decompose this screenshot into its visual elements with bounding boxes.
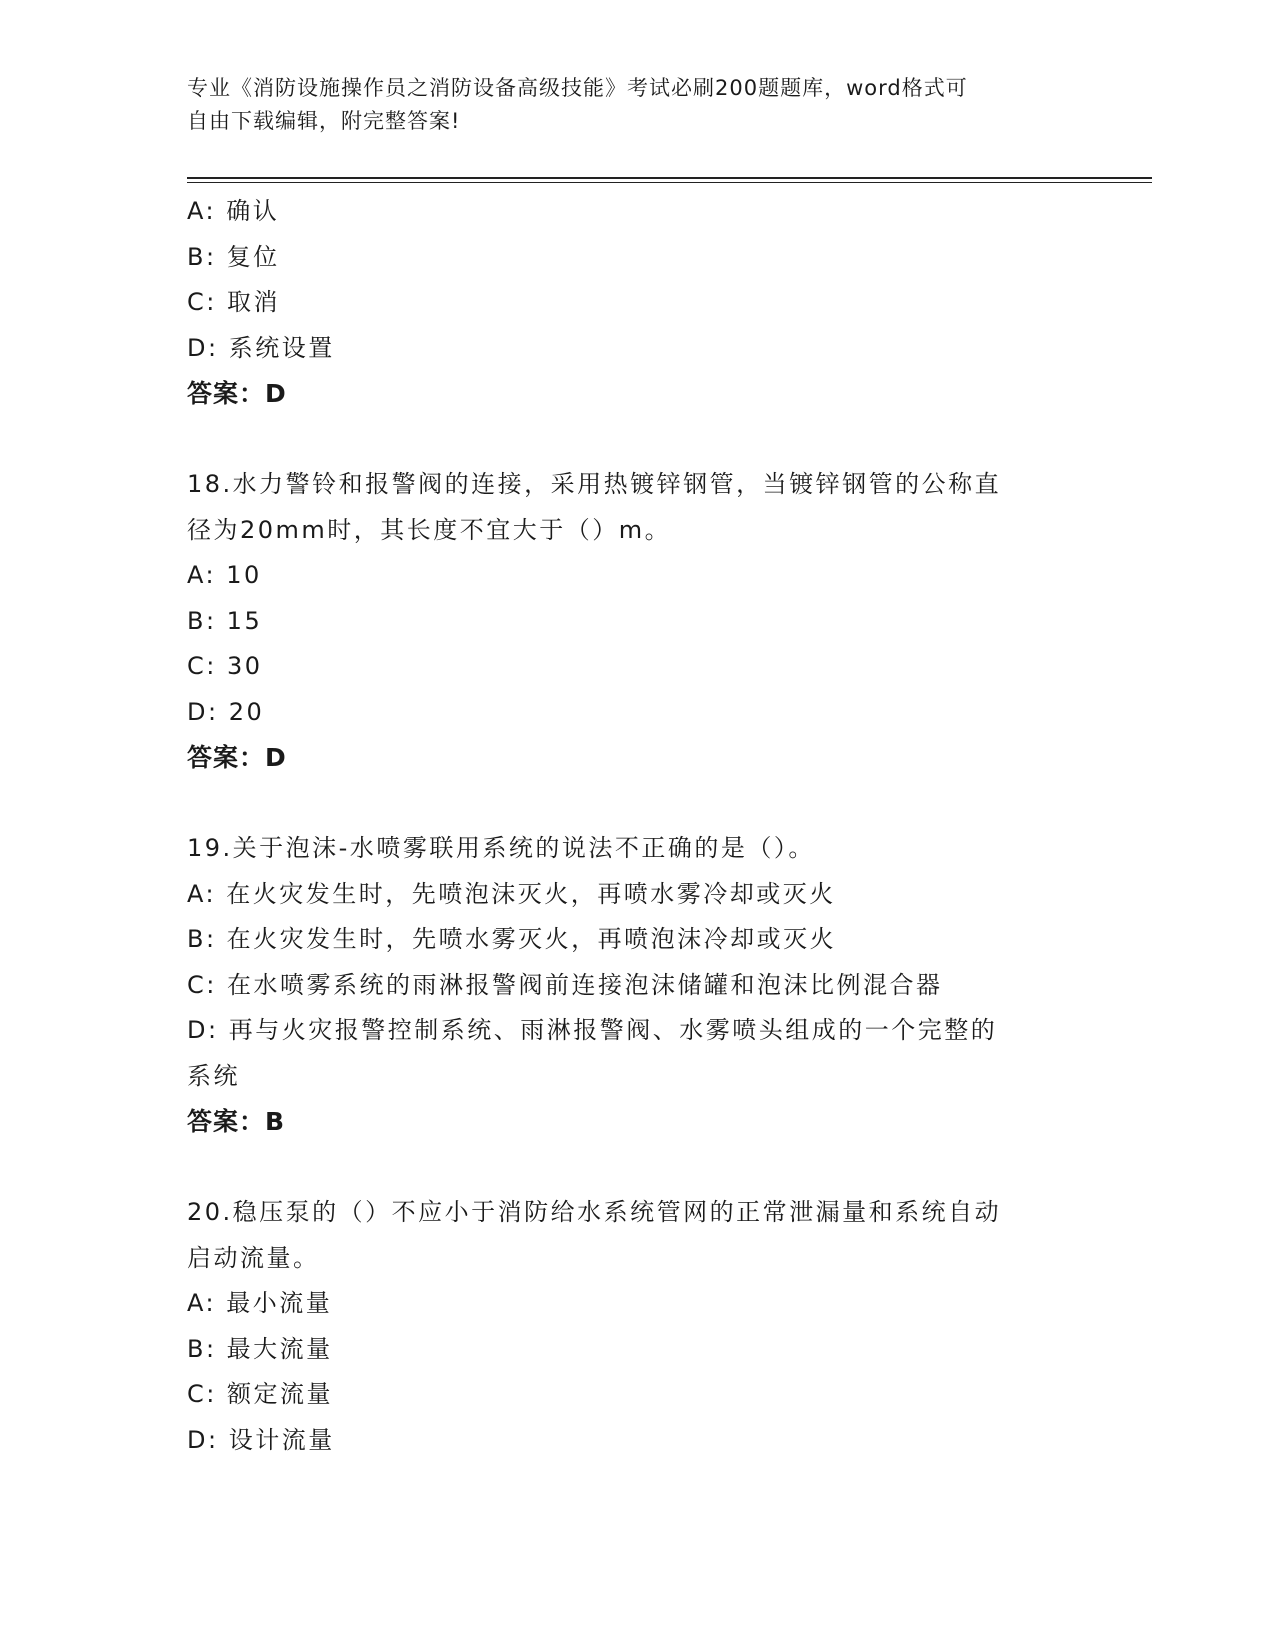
question-20 — [187, 1190, 1087, 1463]
option-a: A: 在火灾发生时，先喷泡沫灭火，再喷水雾冷却或灭火 — [187, 879, 836, 908]
document-header — [187, 72, 1067, 138]
question-text-line-1: 19.关于泡沫-水喷雾联用系统的说法不正确的是（）。 — [187, 834, 815, 862]
option-c: C: 在水喷雾系统的雨淋报警阀前连接泡沫储罐和泡沫比例混合器 — [187, 970, 943, 999]
question-spacer — [187, 781, 1087, 827]
option-a: A: 最小流量 — [187, 1289, 333, 1317]
header-divider-thick — [187, 177, 1152, 179]
question-19 — [187, 826, 1087, 1145]
header-divider-thin — [187, 182, 1152, 183]
option-d: D: 系统设置 — [187, 333, 335, 362]
question-17 — [187, 189, 1087, 417]
option-d: D: 20 — [187, 697, 265, 726]
answer-label: 答案：D — [187, 379, 287, 408]
option-b: B: 在火灾发生时，先喷水雾灭火，再喷泡沫冷却或灭火 — [187, 925, 837, 953]
question-text-line-2: 启动流量。 — [187, 1243, 320, 1272]
question-text-line-1: 18.水力警铃和报警阀的连接，采用热镀锌钢管，当镀锌钢管的公称直 — [187, 470, 1002, 498]
question-spacer — [187, 1145, 1087, 1191]
option-b: B: 15 — [187, 606, 263, 635]
option-a: A: 确认 — [187, 197, 280, 225]
option-a: A: 10 — [187, 561, 262, 589]
option-d-continuation: 系统 — [187, 1061, 240, 1090]
option-c: C: 额定流量 — [187, 1380, 333, 1408]
answer-label: 答案：B — [187, 1107, 286, 1136]
question-text-line-2: 径为20mm时，其长度不宜大于（）m。 — [187, 515, 672, 544]
option-c: C: 30 — [187, 652, 263, 680]
option-d: D: 再与火灾报警控制系统、雨淋报警阀、水雾喷头组成的一个完整的 — [187, 1016, 998, 1044]
option-b: B: 复位 — [187, 242, 280, 271]
header-line-1: 专业《消防设施操作员之消防设备高级技能》考试必刷200题题库，word格式可 — [187, 76, 968, 100]
question-spacer — [187, 417, 1087, 463]
option-d: D: 设计流量 — [187, 1425, 335, 1454]
question-18 — [187, 462, 1087, 781]
question-text-line-1: 20.稳压泵的（）不应小于消防给水系统管网的正常泄漏量和系统自动 — [187, 1198, 1002, 1226]
answer-label: 答案：D — [187, 743, 287, 772]
header-line-2: 自由下载编辑，附完整答案! — [187, 109, 461, 133]
option-b: B: 最大流量 — [187, 1334, 333, 1363]
question-list — [187, 189, 1087, 1463]
option-c: C: 取消 — [187, 288, 280, 316]
